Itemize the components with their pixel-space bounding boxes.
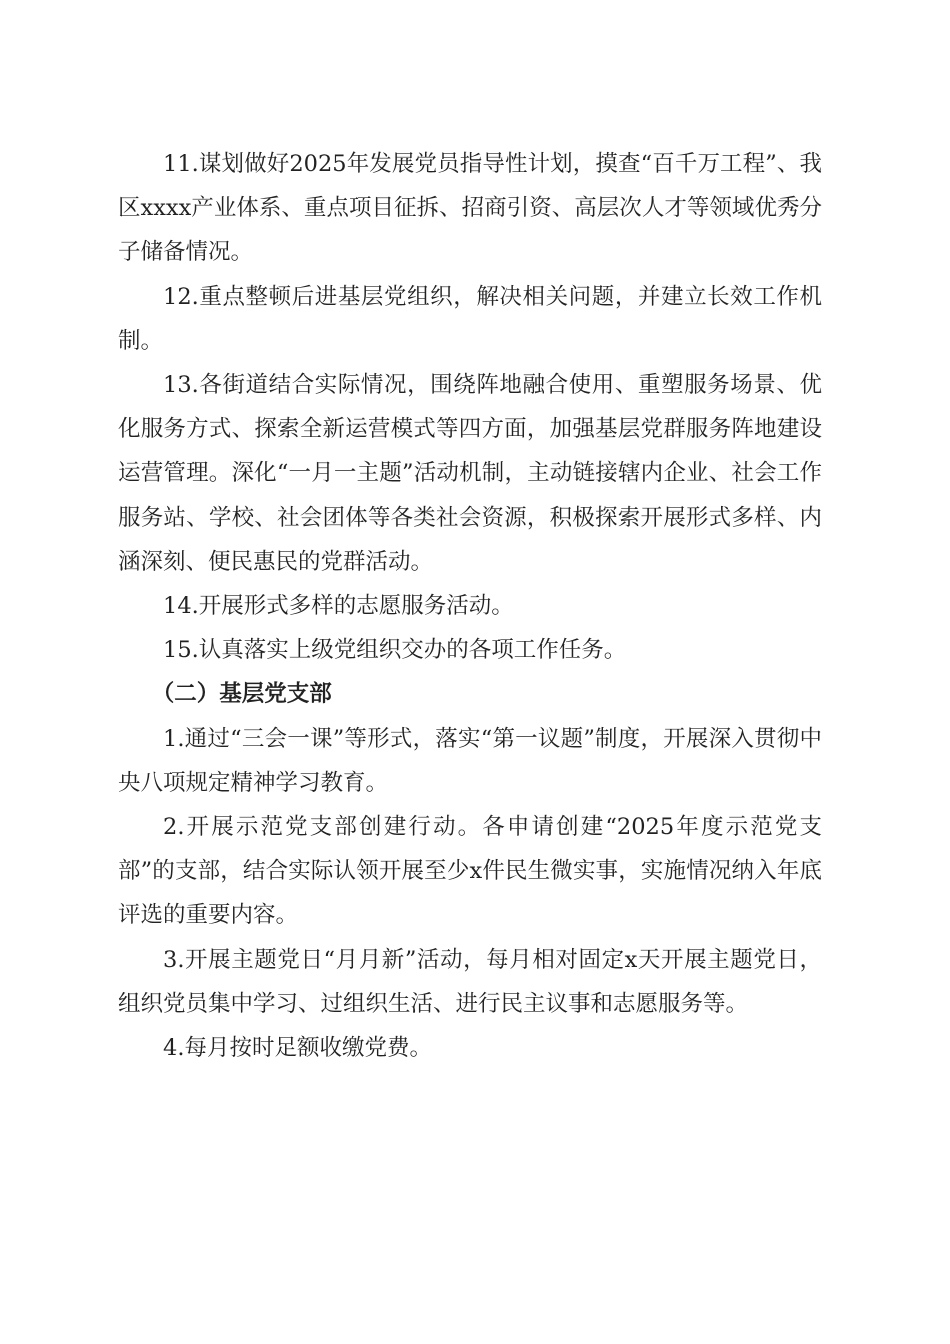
document-page xyxy=(118,142,822,1070)
paragraph-item-14: 14.开展形式多样的志愿服务活动。 xyxy=(163,593,514,620)
paragraph-branch-item-4: 4.每月按时足额收缴党费。 xyxy=(163,1035,432,1062)
paragraph-branch-item-2: 2.开展示范党支部创建行动。各申请创建“2025年度示范党支部”的支部，结合实际认领开展至少x件民生微实事，实施情况纳入年底评选的重要内容。 xyxy=(118,814,822,929)
paragraph-item-13: 13.各街道结合实际情况，围绕阵地融合使用、重塑服务场景、优化服务方式、探索全新运营模式等四方面，加强基层党群服务阵地建设运营管理。深化“一月一主题”活动机制，主动链接辖内企业、社会工作服务站、学校、社会团体等各类社会资源，积极探索开展形式多样、内涵深刻、便民惠民的党群活动。 xyxy=(118,372,822,575)
paragraph-item-15: 15.认真落实上级党组织交办的各项工作任务。 xyxy=(163,637,627,664)
paragraph-item-11: 11.谋划做好2025年发展党员指导性计划，摸查“百千万工程”、我区xxxx产业体系、重点项目征拆、招商引资、高层次人才等领域优秀分子储备情况。 xyxy=(118,151,822,266)
paragraph-branch-item-1: 1.通过“三会一课”等形式，落实“第一议题”制度，开展深入贯彻中央八项规定精神学习教育。 xyxy=(118,725,822,796)
paragraph-item-12: 12.重点整顿后进基层党组织，解决相关问题，并建立长效工作机制。 xyxy=(118,283,822,354)
section-heading-grassroots-branch: （二）基层党支部 xyxy=(151,681,332,708)
paragraph-branch-item-3: 3.开展主题党日“月月新”活动，每月相对固定x天开展主题党日，组织党员集中学习、过组织生活、进行民主议事和志愿服务等。 xyxy=(118,946,822,1017)
